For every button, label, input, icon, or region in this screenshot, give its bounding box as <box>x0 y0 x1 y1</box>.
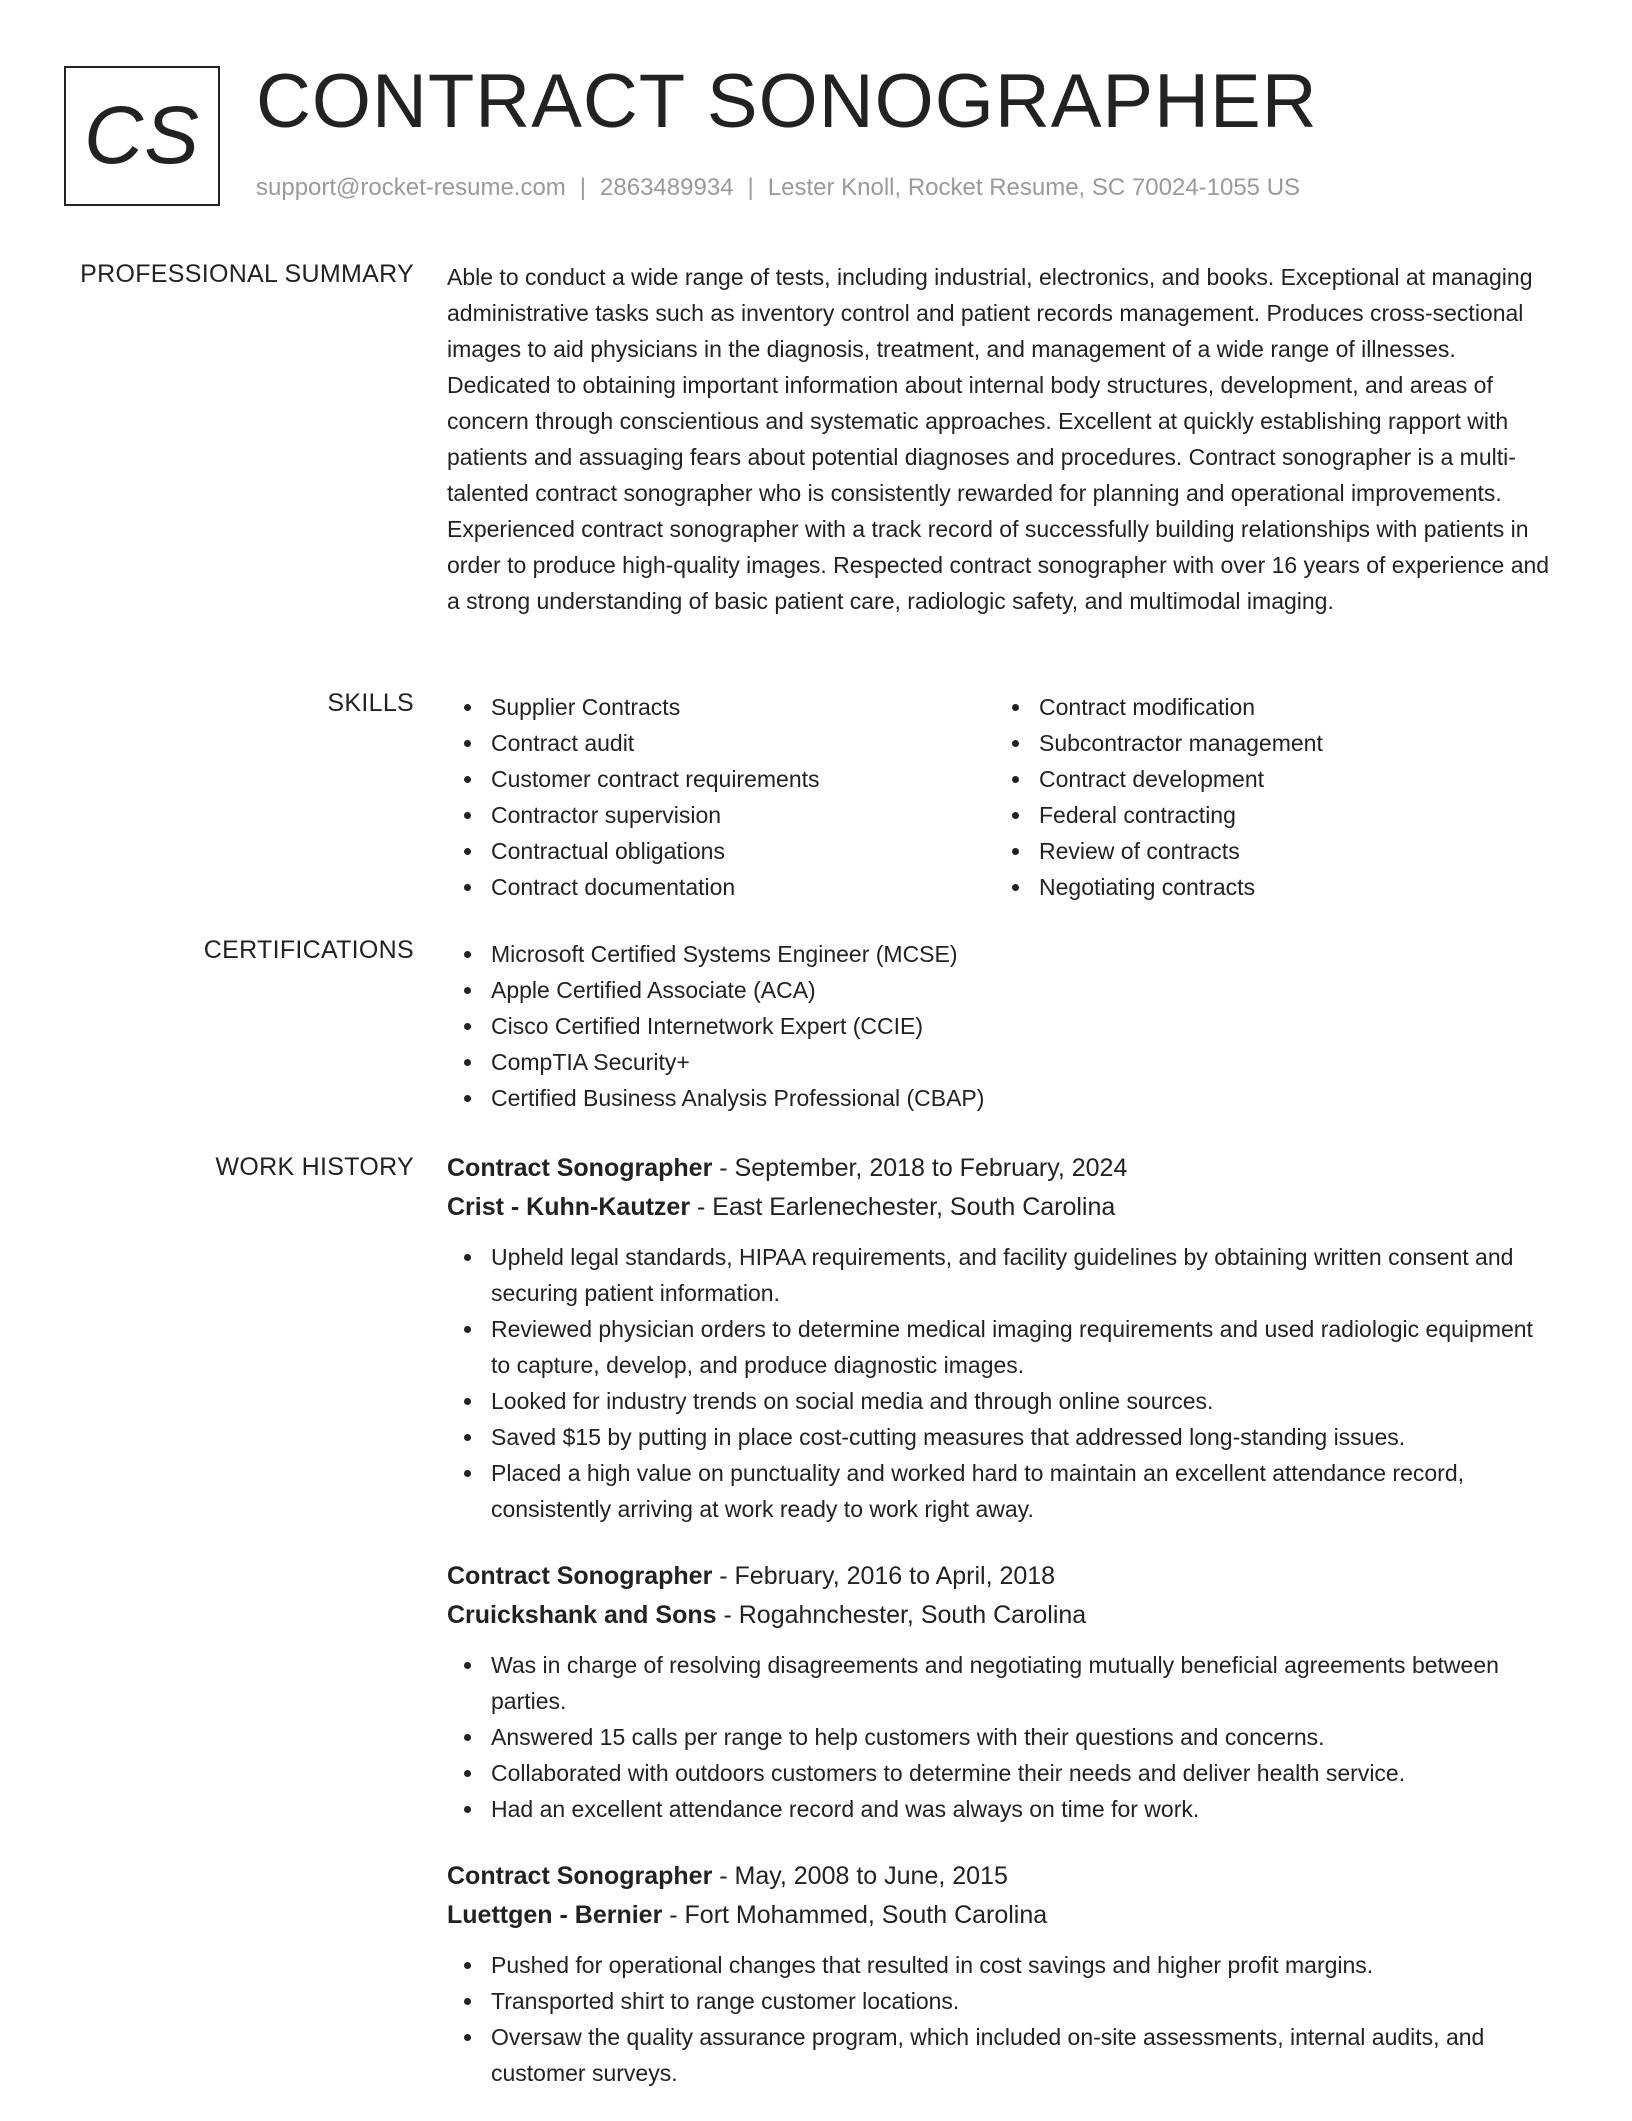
skills-list-left <box>447 689 995 905</box>
job-location: - East Earlenechester, South Carolina <box>690 1193 1116 1221</box>
certification-item: Cisco Certified Internetwork Expert (CCIE) <box>447 1008 1557 1044</box>
skill-item: Customer contract requirements <box>447 761 995 797</box>
job-company: Cruickshank and Sons <box>447 1601 717 1629</box>
work-history-section <box>447 1149 1557 2121</box>
summary-text: Able to conduct a wide range of tests, including industrial, electronics, and books. Exceptional at managing administrative tasks such as inventory control and patient records management. Produces cross-sectional images to aid physicians in the diagnosis, treatment, and management of a wide range of illnesses. Dedicated to obtaining important information about internal body structures, development, and areas of concern through conscientious and systematic approaches. Excellent at quickly establishing rapport with patients and assuaging fears about potential diagnoses and procedures. Contract sonographer is a multi-talented contract sonographer who is consistently rewarded for planning and operational improvements. Experienced contract sonographer with a track record of successfully building relationships with patients in order to produce high-quality images. Respected contract sonographer with over 16 years of experience and a strong understanding of basic patient care, radiologic safety, and multimodal imaging. <box>447 264 1550 614</box>
certifications-list <box>447 936 1557 1116</box>
job-duty: Saved $15 by putting in place cost-cutting measures that addressed long-standing issues. <box>447 1419 1557 1455</box>
job-title-line <box>447 1857 1557 1896</box>
summary-section <box>447 259 1557 619</box>
monogram-logo: CS <box>64 66 220 206</box>
certification-item: Certified Business Analysis Professional (CBAP) <box>447 1080 1557 1116</box>
job-duties-list <box>447 1239 1557 1527</box>
contact-separator: | <box>747 174 754 201</box>
certification-item: CompTIA Security+ <box>447 1044 1557 1080</box>
job-duty: Had an excellent attendance record and was always on time for work. <box>447 1791 1557 1827</box>
skills-list-right <box>995 689 1543 905</box>
job-duty: Placed a high value on punctuality and worked hard to maintain an excellent attendance record, consistently arriving at work ready to work right away. <box>447 1455 1557 1527</box>
job-company: Luettgen - Bernier <box>447 1901 663 1929</box>
job-company-line <box>447 1596 1557 1635</box>
job-location: - Fort Mohammed, South Carolina <box>662 1901 1048 1929</box>
job-title: Contract Sonographer <box>447 1862 713 1890</box>
job-duty: Pushed for operational changes that resulted in cost savings and higher profit margins. <box>447 1947 1557 1983</box>
job-entry <box>447 1857 1557 2091</box>
job-duty: Was in charge of resolving disagreements and negotiating mutually beneficial agreements between parties. <box>447 1647 1557 1719</box>
skill-item: Subcontractor management <box>995 725 1543 761</box>
job-company: Crist - Kuhn-Kautzer <box>447 1193 691 1221</box>
skills-section <box>447 689 1557 905</box>
contact-phone[interactable]: 2863489934 <box>600 174 734 201</box>
contact-email[interactable]: support@rocket-resume.com <box>256 174 566 201</box>
certification-item: Microsoft Certified Systems Engineer (MCSE) <box>447 936 1557 972</box>
job-company-line <box>447 1896 1557 1935</box>
skills-grid <box>447 689 1557 905</box>
job-duty: Upheld legal standards, HIPAA requirements, and facility guidelines by obtaining written consent and securing patient information. <box>447 1239 1557 1311</box>
job-duties-list <box>447 1647 1557 1827</box>
contact-separator: | <box>579 174 587 201</box>
contact-line <box>256 174 1300 202</box>
skill-item: Contract audit <box>447 725 995 761</box>
certifications-heading: CERTIFICATIONS <box>203 936 414 964</box>
job-dates: - February, 2016 to April, 2018 <box>712 1562 1056 1590</box>
skill-item: Contractual obligations <box>447 833 995 869</box>
skill-item: Contract documentation <box>447 869 995 905</box>
skill-item: Contract development <box>995 761 1543 797</box>
skills-heading: SKILLS <box>327 689 414 717</box>
job-duty: Collaborated with outdoors customers to determine their needs and deliver health service. <box>447 1755 1557 1791</box>
certification-item: Apple Certified Associate (ACA) <box>447 972 1557 1008</box>
job-title: Contract Sonographer <box>447 1562 713 1590</box>
certifications-section <box>447 936 1557 1116</box>
skill-item: Supplier Contracts <box>447 689 995 725</box>
job-dates: - September, 2018 to February, 2024 <box>712 1154 1128 1182</box>
job-title-line <box>447 1557 1557 1596</box>
skill-item: Federal contracting <box>995 797 1543 833</box>
job-duty: Answered 15 calls per range to help customers with their questions and concerns. <box>447 1719 1557 1755</box>
contact-address: Lester Knoll, Rocket Resume, SC 70024-1055 US <box>767 174 1301 201</box>
skill-item: Review of contracts <box>995 833 1543 869</box>
job-duties-list <box>447 1947 1557 2091</box>
job-entry <box>447 1557 1557 1827</box>
job-dates: - May, 2008 to June, 2015 <box>712 1862 1008 1890</box>
job-duty: Reviewed physician orders to determine medical imaging requirements and used radiologic equipment to capture, develop, and produce diagnostic images. <box>447 1311 1557 1383</box>
job-title: Contract Sonographer <box>447 1154 713 1182</box>
work-history-heading: WORK HISTORY <box>215 1153 414 1181</box>
job-duty: Looked for industry trends on social media and through online sources. <box>447 1383 1557 1419</box>
job-duty: Oversaw the quality assurance program, which included on-site assessments, internal audits, and customer surveys. <box>447 2019 1557 2091</box>
job-location: - Rogahnchester, South Carolina <box>716 1601 1087 1629</box>
summary-heading: PROFESSIONAL SUMMARY <box>80 260 414 288</box>
job-company-line <box>447 1188 1557 1227</box>
job-title-line <box>447 1149 1557 1188</box>
skill-item: Contractor supervision <box>447 797 995 833</box>
skill-item: Negotiating contracts <box>995 869 1543 905</box>
job-duty: Transported shirt to range customer locations. <box>447 1983 1557 2019</box>
skill-item: Contract modification <box>995 689 1543 725</box>
page-title: CONTRACT SONOGRAPHER <box>256 59 1318 144</box>
job-entry <box>447 1149 1557 1527</box>
